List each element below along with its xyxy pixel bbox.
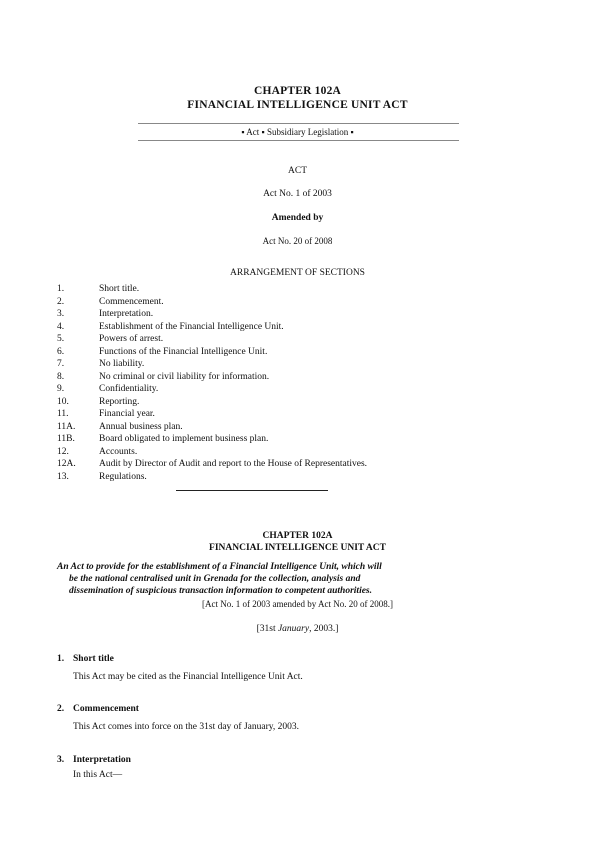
toc-item-title: Reporting. — [99, 396, 140, 407]
toc-item-number: 5. — [57, 334, 65, 344]
arrangement-heading: ARRANGEMENT OF SECTIONS — [230, 268, 365, 278]
section-heading-text: Interpretation — [73, 755, 131, 765]
toc-item-number: 4. — [57, 321, 65, 332]
date-suffix: , 2003.] — [309, 624, 339, 634]
toc-item-number: 10. — [57, 396, 69, 407]
toc-item-number: 11. — [57, 409, 69, 419]
amended-by-label: Amended by — [271, 213, 324, 223]
act-number: Act No. 1 of 2003 — [263, 189, 332, 199]
section-3-text: In this Act— — [73, 770, 123, 780]
date-month: January — [277, 624, 310, 634]
section-number: 1. — [57, 654, 65, 664]
toc-item-title: Financial year. — [99, 409, 155, 419]
toc-item-number: 2. — [57, 296, 65, 307]
toc-item-title: Powers of arrest. — [99, 334, 164, 344]
section-heading-text: Short title — [73, 654, 114, 664]
long-title-line-2: be the national centralised unit in Grenada for the collection, analysis and — [69, 574, 361, 584]
section-number: 2. — [57, 704, 65, 714]
toc-item-title: Audit by Director of Audit and report to the House of Representatives. — [99, 459, 368, 469]
toc-item-number: 6. — [57, 346, 65, 357]
document-nav[interactable]: ▪ Act ▪ Subsidiary Legislation ▪ — [241, 127, 354, 137]
toc-item-number: 3. — [57, 309, 65, 319]
toc-item-title: Establishment of the Financial Intelligence Unit. — [99, 321, 284, 332]
act-title-heading: FINANCIAL INTELLIGENCE UNIT ACT — [187, 99, 408, 111]
divider-bottom — [138, 140, 459, 141]
amending-act-number: Act No. 20 of 2008 — [262, 236, 333, 246]
toc-item-number: 9. — [57, 384, 65, 394]
toc-item-title: Board obligated to implement business plan. — [99, 434, 269, 444]
chapter-heading: CHAPTER 102A — [253, 85, 342, 97]
section-number: 3. — [57, 755, 65, 765]
long-title-line-1: An Act to provide for the establishment of a Financial Intelligence Unit, which will — [57, 562, 382, 572]
toc-item-number: 11B. — [57, 434, 75, 444]
toc-item-title: Interpretation. — [99, 309, 154, 319]
toc-item-title: Accounts. — [99, 446, 138, 457]
date-prefix: [31st — [256, 624, 278, 634]
toc-item-number: 12A. — [57, 459, 76, 469]
long-title-line-3: dissemination of suspicious transaction information to competent authorities. — [69, 586, 372, 596]
commencement-date — [0, 624, 595, 634]
toc-item-title: Commencement. — [99, 296, 164, 307]
act-label: ACT — [288, 166, 307, 176]
toc-item-title: Functions of the Financial Intelligence Unit. — [99, 346, 268, 357]
toc-item-number: 8. — [57, 371, 65, 382]
body-chapter-heading: CHAPTER 102A — [262, 531, 333, 541]
toc-item-title: No liability. — [99, 359, 145, 369]
section-heading-text: Commencement — [73, 704, 139, 714]
toc-item-title: Confidentiality. — [99, 384, 159, 394]
divider-top — [138, 123, 459, 124]
toc-item-number: 1. — [57, 284, 65, 294]
section-3-heading — [57, 755, 131, 765]
body-act-title: FINANCIAL INTELLIGENCE UNIT ACT — [209, 543, 386, 553]
toc-item-title: Short title. — [99, 284, 140, 294]
section-2-text: This Act comes into force on the 31st day of January, 2003. — [73, 722, 300, 732]
toc-item-title: Regulations. — [99, 471, 147, 482]
toc-item-title: Annual business plan. — [99, 421, 183, 432]
citation: [Act No. 1 of 2003 amended by Act No. 20 of 2008.] — [202, 599, 393, 609]
toc-item-title: No criminal or civil liability for information. — [99, 371, 270, 382]
toc-item-number: 11A. — [57, 421, 76, 432]
long-title — [57, 561, 455, 597]
toc-item-number: 12. — [57, 446, 69, 457]
section-1-text: This Act may be cited as the Financial Intelligence Unit Act. — [73, 672, 303, 682]
toc-item-number: 13. — [57, 471, 69, 482]
toc-item-number: 7. — [57, 359, 65, 369]
section-1-heading — [57, 654, 114, 664]
section-2-heading — [57, 704, 139, 714]
section-separator — [176, 490, 328, 491]
